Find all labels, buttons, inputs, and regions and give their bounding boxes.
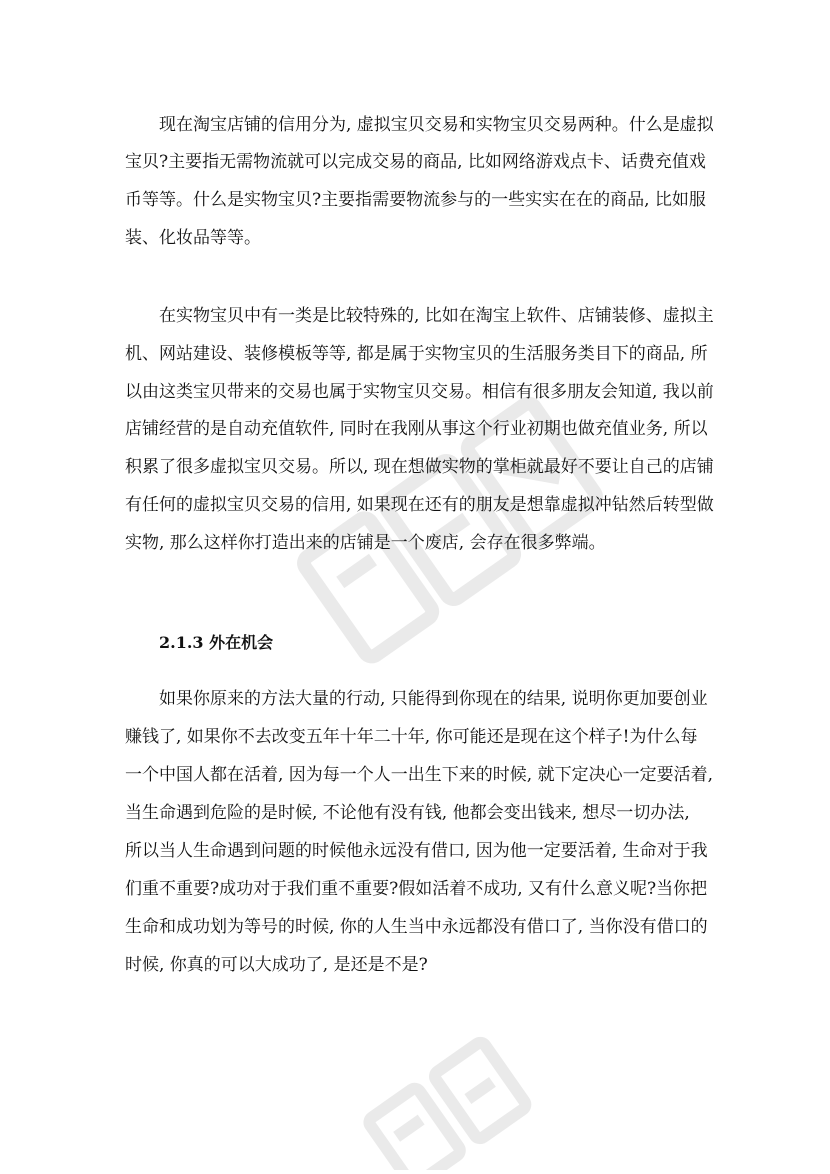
paragraph-2-line-6: 有任何的虚拟宝贝交易的信用, 如果现在还有的朋友是想靠虚拟冲钻然后转型做 — [125, 495, 714, 515]
paragraph-1-line-1: 现在淘宝店铺的信用分为, 虚拟宝贝交易和实物宝贝交易两种。什么是虚拟 — [159, 115, 714, 135]
paragraph-3-line-1: 如果你原来的方法大量的行动, 只能得到你现在的结果, 说明你更加要创业 — [159, 689, 708, 709]
paragraph-3-line-5: 所以当人生命遇到问题的时候他永远没有借口, 因为他一定要活着, 生命对于我 — [125, 841, 708, 861]
paragraph-3-line-3: 一个中国人都在活着, 因为每一个人一出生下来的时候, 就下定决心一定要活着, — [125, 765, 714, 785]
paragraph-1-line-4: 装、化妆品等等。 — [125, 228, 261, 248]
paragraph-3-line-2: 赚钱了, 如果你不去改变五年十年二十年, 你可能还是现在这个样子!为什么每 — [125, 727, 698, 747]
paragraph-2-line-2: 机、网站建设、装修模板等等, 都是属于实物宝贝的生活服务类目下的商品, 所 — [125, 344, 708, 364]
paragraph-2-line-3: 以由这类宝贝带来的交易也属于实物宝贝交易。相信有很多朋友会知道, 我以前 — [125, 382, 714, 402]
paragraph-3-line-4: 当生命遇到危险的是时候, 不论他有没有钱, 他都会变出钱来, 想尽一切办法, — [125, 803, 690, 823]
section-heading: 2.1.3 外在机会 — [159, 633, 274, 652]
paragraph-1-line-2: 宝贝?主要指无需物流就可以完成交易的商品, 比如网络游戏点卡、话费充值戏 — [125, 152, 706, 172]
paragraph-3-line-8: 时候, 你真的可以大成功了, 是还是不是? — [125, 955, 428, 975]
paragraph-2-line-7: 实物, 那么这样你打造出来的店铺是一个废店, 会存在很多弊端。 — [125, 533, 606, 553]
paragraph-3-line-7: 生命和成功划为等号的时候, 你的人生当中永远都没有借口了, 当你没有借口的 — [125, 917, 708, 937]
paragraph-1-line-3: 币等等。什么是实物宝贝?主要指需要物流参与的一些实实在在的商品, 比如服 — [125, 190, 706, 210]
watermark-bottom-icon — [350, 1020, 580, 1170]
paragraph-2-line-1: 在实物宝贝中有一类是比较特殊的, 比如在淘宝上软件、店铺装修、虚拟主 — [159, 306, 714, 326]
paragraph-3-line-6: 们重不重要?成功对于我们重不重要?假如活着不成功, 又有什么意义呢?当你把 — [125, 879, 708, 899]
paragraph-2-line-5: 积累了很多虚拟宝贝交易。所以, 现在想做实物的掌柜就最好不要让自己的店铺 — [125, 457, 714, 477]
paragraph-2-line-4: 店铺经营的是自动充值软件, 同时在我刚从事这个行业初期也做充值业务, 所以 — [125, 419, 708, 439]
